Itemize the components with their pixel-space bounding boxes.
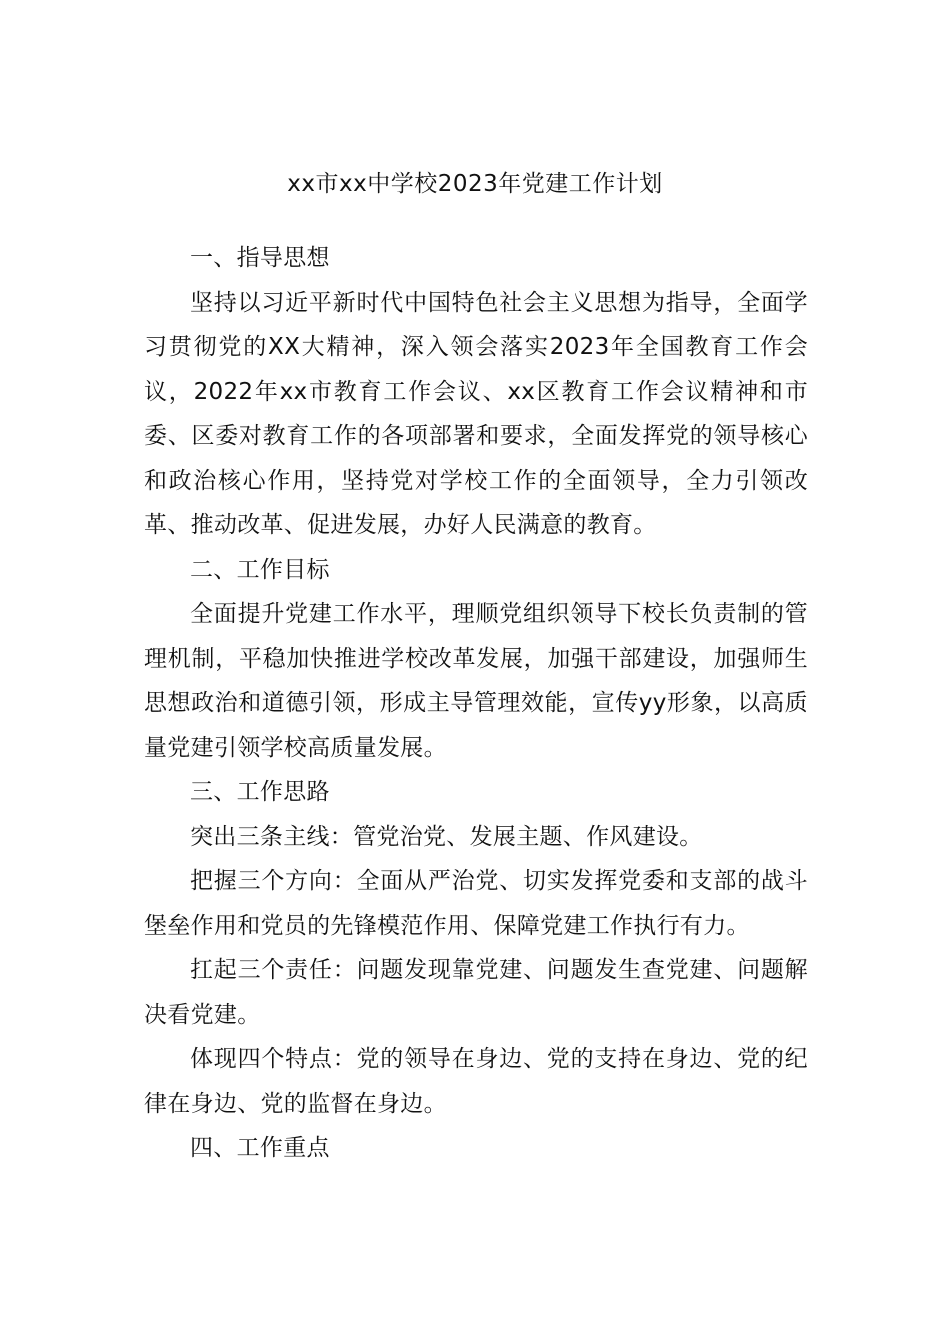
paragraph-three-responsibilities: 扛起三个责任：问题发现靠党建、问题发生查党建、问题解决看党建。 [144,957,808,1028]
section-heading-guiding-ideology: 一、指导思想 [190,245,330,271]
paragraph-work-goals: 全面提升党建工作水平，理顺党组织领导下校长负责制的管理机制，平稳加快推进学校改革发展，加强干部建设，加强师生思想政治和道德引领，形成主导管理效能，宣传yy形象，以高质量党建引领学校高质量发展。 [144,601,808,761]
document-title: xx市xx中学校2023年党建工作计划 [287,171,663,197]
paragraph-three-directions: 把握三个方向：全面从严治党、切实发挥党委和支部的战斗堡垒作用和党员的先锋模范作用、保障党建工作执行有力。 [144,868,808,939]
document-body [144,236,808,1171]
paragraph-four-features: 体现四个特点：党的领导在身边、党的支持在身边、党的纪律在身边、党的监督在身边。 [144,1046,808,1117]
section-heading-work-approach: 三、工作思路 [190,779,330,805]
section-heading-work-focus: 四、工作重点 [190,1135,330,1161]
section-heading-work-goals: 二、工作目标 [190,556,330,583]
paragraph-guiding-ideology: 坚持以习近平新时代中国特色社会主义思想为指导，全面学习贯彻党的XX大精神，深入领会落实2023年全国教育工作会议，2022年xx市教育工作会议、xx区教育工作会议精神和市委、区委对教育工作的各项部署和要求，全面发挥党的领导核心和政治核心作用，坚持党对学校工作的全面领导，全力引领改革、推动改革、促进发展，办好人民满意的教育。 [144,289,808,538]
paragraph-three-main-lines: 突出三条主线：管党治党、发展主题、作风建设。 [190,823,703,850]
